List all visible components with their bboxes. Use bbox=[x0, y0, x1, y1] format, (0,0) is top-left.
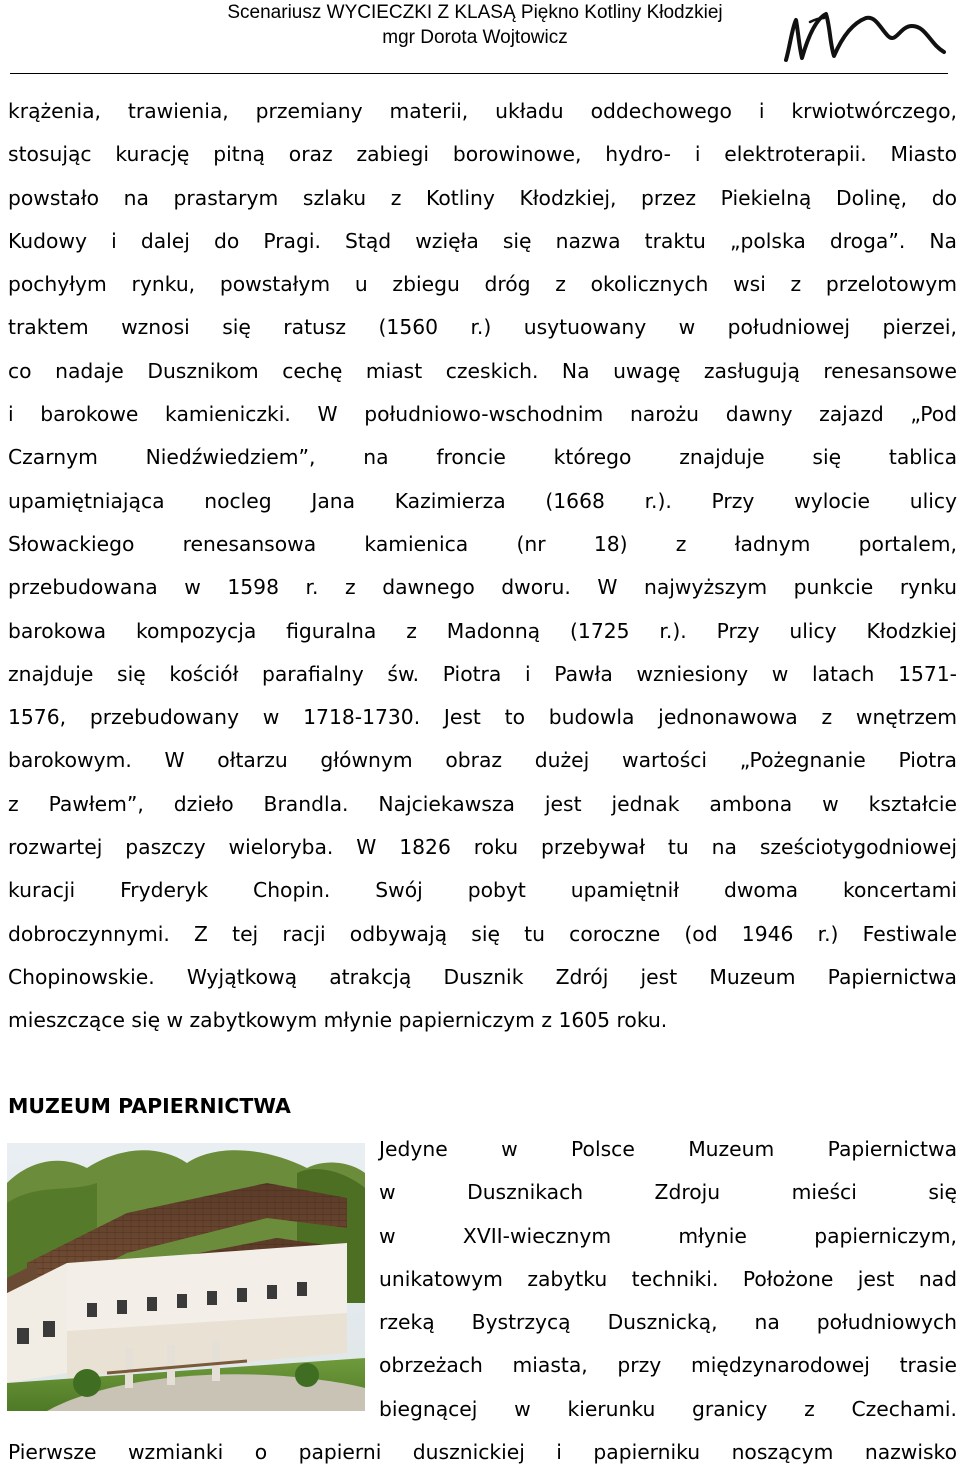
text-line: 1576, przebudowany w 1718-1730. Jest to budowla jednonawowa z wnętrzem bbox=[8, 705, 957, 730]
page-header bbox=[0, 0, 960, 76]
museum-description bbox=[379, 1128, 957, 1431]
text-line: upamiętniająca nocleg Jana Kazimierza (1668 r.). Przy wylocie ulicy bbox=[8, 488, 957, 513]
text-line: mieszczące się w zabytkowym młynie papierniczym z 1605 roku. bbox=[8, 1008, 668, 1033]
text-line: unikatowym zabytku techniki. Położone jest nad bbox=[379, 1266, 957, 1291]
section-heading: MUZEUM PAPIERNICTWA bbox=[8, 1094, 291, 1118]
text-line: Czarnym Niedźwiedziem”, na froncie którego znajduje się tablica bbox=[8, 445, 957, 470]
text-line: Kudowy i dalej do Pragi. Stąd wzięła się nazwa traktu „polska droga”. Na bbox=[8, 228, 957, 253]
header-title: Scenariusz WYCIECZKI Z KLASĄ Piękno Kotliny Kłodzkiej bbox=[227, 2, 723, 23]
text-line: znajduje się kościół parafialny św. Piotra i Pawła wzniesiony w latach 1571- bbox=[8, 661, 957, 686]
text-line: pochyłym rynku, powstałym u zbiegu dróg z okolicznych wsi z przelotowym bbox=[8, 272, 957, 297]
text-line: powstało na prastarym szlaku z Kotliny Kłodzkiej, przez Piekielną Dolinę, do bbox=[8, 185, 957, 210]
header-divider bbox=[10, 73, 948, 74]
text-line: rzeką Bystrzycą Dusznicką, na południowych bbox=[379, 1310, 957, 1335]
text-line: rozwartej paszczy wieloryba. W 1826 roku przebywał tu na sześciotygodniowej bbox=[8, 835, 957, 860]
header-author: mgr Dorota Wojtowicz bbox=[382, 27, 568, 48]
museum-photo bbox=[7, 1143, 365, 1411]
text-line: dobroczynnymi. Z tej racji odbywają się tu coroczne (od 1946 r.) Festiwale bbox=[8, 921, 957, 946]
continuation-line: Pierwsze wzmianki o papierni dusznickiej i papierniku noszącym nazwisko bbox=[8, 1440, 957, 1464]
paper-mill-image bbox=[7, 1143, 365, 1411]
body-paragraph bbox=[8, 90, 957, 1043]
text-line: w XVII-wiecznym młynie papierniczym, bbox=[379, 1223, 957, 1248]
text-line: Słowackiego renesansowa kamienica (nr 18) z ładnym portalem, bbox=[8, 531, 957, 556]
header-text bbox=[150, 0, 800, 50]
text-line: stosując kurację pitną oraz zabiegi borowinowe, hydro- i elektroterapii. Miasto bbox=[8, 142, 957, 167]
signature-logo-icon bbox=[780, 6, 950, 68]
text-line: z Pawłem”, dzieło Brandla. Najciekawsza jest jednak ambona w kształcie bbox=[8, 791, 957, 816]
text-line: w Dusznikach Zdroju mieści się bbox=[379, 1180, 957, 1205]
text-line: Chopinowskie. Wyjątkową atrakcją Dusznik Zdrój jest Muzeum Papiernictwa bbox=[8, 964, 957, 989]
text-line: traktem wznosi się ratusz (1560 r.) usytuowany w południowej pierzei, bbox=[8, 315, 957, 340]
text-line: krążenia, trawienia, przemiany materii, układu oddechowego i krwiotwórczego, bbox=[8, 99, 957, 123]
text-line: biegnącej w kierunku granicy z Czechami. bbox=[379, 1396, 957, 1421]
text-line: przebudowana w 1598 r. z dawnego dworu. W najwyższym punkcie rynku bbox=[8, 575, 957, 600]
text-line: obrzeżach miasta, przy międzynarodowej trasie bbox=[379, 1353, 957, 1378]
text-line: kuracji Fryderyk Chopin. Swój pobyt upamiętnił dwoma koncertami bbox=[8, 878, 957, 903]
text-line: co nadaje Dusznikom cechę miast czeskich. Na uwagę zasługują renesansowe bbox=[8, 358, 957, 383]
text-line: Jedyne w Polsce Muzeum Papiernictwa bbox=[379, 1137, 957, 1161]
text-line: barokowa kompozycja figuralna z Madonną (1725 r.). Przy ulicy Kłodzkiej bbox=[8, 618, 957, 643]
text-line: barokowym. W ołtarzu głównym obraz dużej wartości „Pożegnanie Piotra bbox=[8, 748, 957, 773]
text-line: i barokowe kamieniczki. W południowo-wschodnim narożu dawny zajazd „Pod bbox=[8, 402, 957, 427]
